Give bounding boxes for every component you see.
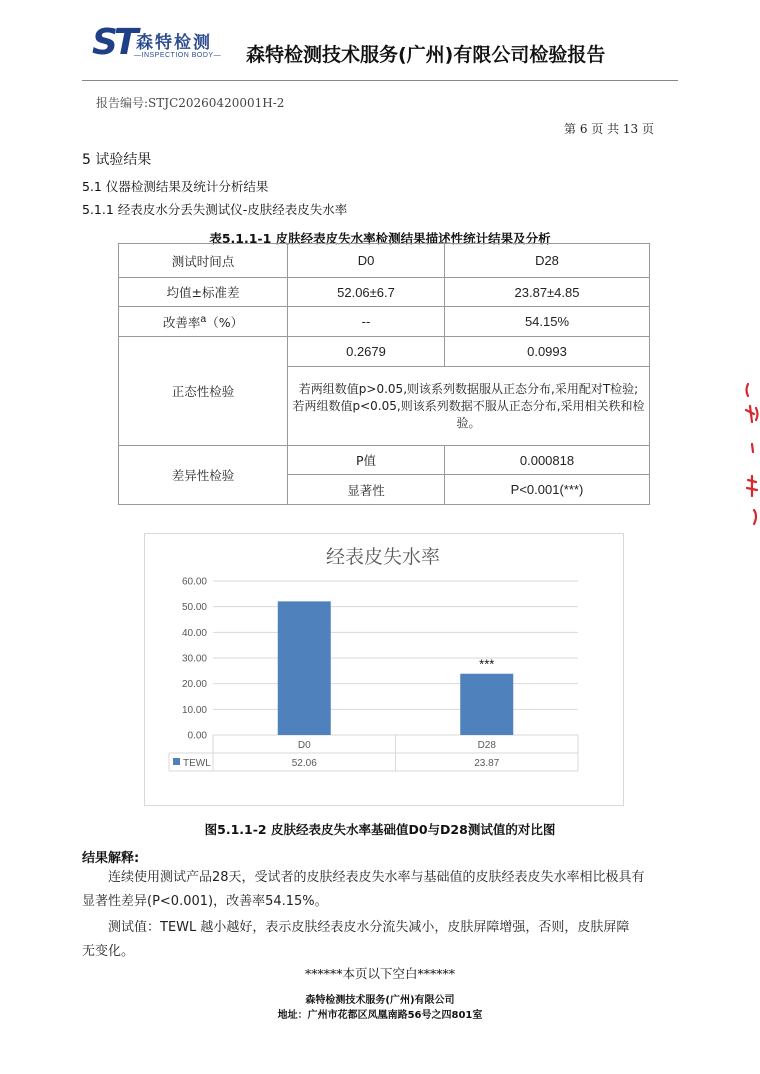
table-cell: 52.06±6.7 [288,278,445,307]
note-line: 若两组数值p>0.05,则该系列数据服从正态分布,采用配对T检验; [298,381,639,396]
table-cell: 0.0993 [445,337,650,367]
table-cell: -- [288,307,445,337]
table-cell: 正态性检验 [119,337,288,446]
table-row [119,446,650,475]
figure-caption: 图5.1.1-2 皮肤经表皮失水率基础值D0与D28测试值的对比图 [204,822,556,837]
table-cell [119,307,288,337]
table-cell: 0.2679 [288,337,445,367]
improve-label: 改善率 [162,314,201,330]
result-heading: 结果解释: [82,851,140,866]
legend-swatch [173,758,180,765]
report-number: 报告编号:STJC20260420001H-2 [96,96,285,110]
table-cell: 54.15% [445,307,650,337]
table-cell: D28 [445,244,650,278]
results-table [118,243,650,505]
bar [460,674,513,735]
logo-mark: ST [92,22,135,63]
x-tick-label: D0 [297,740,311,751]
x-tick-label: D28 [477,740,496,751]
table-cell: 显著性 [288,475,445,505]
seal-stamp-fragment [742,382,760,532]
improve-sup: a [200,313,207,325]
significance-annotation: *** [479,656,495,672]
improve-unit: （%） [206,314,244,330]
subsection-heading: 5.1 仪器检测结果及统计分析结果 [82,179,269,194]
table-row [119,244,650,278]
table-cell: 23.87±4.85 [445,278,650,307]
footer-company: 森特检测技术服务(广州)有限公司 [305,995,455,1006]
y-tick-label: 50.00 [181,602,207,614]
sub-subsection-heading: 5.1.1 经表皮水分丢失测试仪-皮肤经表皮失水率 [82,202,348,217]
data-label: 23.87 [474,758,500,769]
y-tick-label: 30.00 [181,653,207,665]
table-row [119,337,650,367]
y-tick-label: 0.00 [187,730,207,742]
end-of-page-mark: ******本页以下空白****** [304,966,455,981]
bar [278,601,331,735]
y-tick-label: 10.00 [181,704,207,716]
paragraph [82,866,682,914]
chart-title: 经表皮失水率 [325,546,440,568]
table-cell: 差异性检验 [119,446,288,505]
table-row [119,307,650,337]
table-cell: D0 [288,244,445,278]
table-cell: P值 [288,446,445,475]
table-row [119,278,650,307]
bar-chart [144,533,622,804]
company-title: 森特检测技术服务(广州)有限公司检验报告 [246,44,606,66]
header-divider [82,80,678,81]
paragraph [82,916,682,964]
normality-note [288,367,650,446]
paragraph-line: 连续使用测试产品28天，受试者的皮肤经表皮失水率与基础值的皮肤经表皮失水率相比极具有 [108,870,645,885]
page-indicator: 第 6 页 共 13 页 [564,122,654,136]
table-cell: 测试时间点 [119,244,288,278]
note-line: 若两组数值p<0.05,则该系列数据不服从正态分布,采用相关秩和检验。 [292,398,645,430]
footer-address: 地址：广州市花都区凤凰南路56号之四801室 [277,1010,483,1021]
data-label: 52.06 [291,758,317,769]
logo-subtext: —INSPECTION BODY— [134,52,222,59]
section-heading: 5 试验结果 [82,152,152,168]
table-cell: 0.000818 [445,446,650,475]
y-tick-label: 40.00 [181,627,207,639]
table-cell: P<0.001(***) [445,475,650,505]
paragraph-line: 无变化。 [82,944,135,959]
paragraph-line: 显著性差异(P<0.001)，改善率54.15%。 [82,894,328,909]
y-tick-label: 60.00 [181,576,207,588]
legend-label: TEWL [183,758,211,769]
table-cell: 均值±标准差 [119,278,288,307]
y-tick-label: 20.00 [181,679,207,691]
logo-text: 森特检测 [136,33,212,53]
table-caption: 表5.1.1-1 皮肤经表皮失水率检测结果描述性统计结果及分析 [209,231,551,246]
paragraph-line: 测试值：TEWL 越小越好，表示皮肤经表皮水分流失减小，皮肤屏障增强，否则，皮肤屏障 [108,920,630,935]
